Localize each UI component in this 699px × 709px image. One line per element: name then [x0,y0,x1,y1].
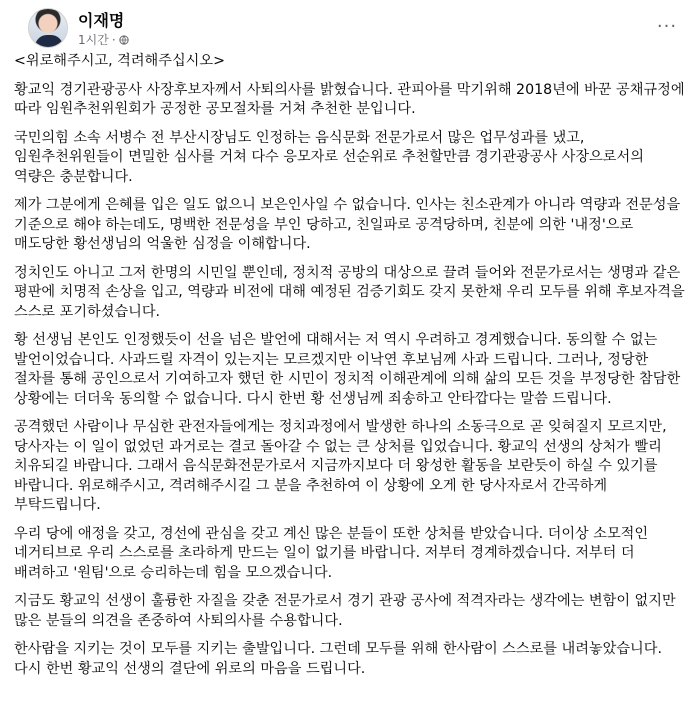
avatar[interactable] [28,8,68,48]
post-meta [78,31,129,48]
post-paragraph: <위로해주시고, 격려해주십시오> [14,53,225,69]
post-time[interactable]: 1시간 [78,33,109,47]
post-body [14,52,685,679]
meta-separator: · [111,32,116,47]
post-paragraph: 제가 그분에게 은혜를 입은 일도 없으니 보은인사일 수 없습니다. 인사는 친소관계가 아니라 역량과 전문성을 기준으로 해야 하는데도, 명백한 전문성을 부인 당하고, 친일파로 공격당하며, 친분에 의한 '내정'으로 매도당한 황선생님의 억울한 심정을 이해합니다. [14,197,681,252]
globe-icon [119,35,129,45]
post-header [14,0,685,52]
more-options-button[interactable]: ··· [656,15,678,37]
post-paragraph: 한사람을 지키는 것이 모두를 지키는 출발입니다. 그런데 모두를 위해 한사람이 스스로를 내려놓았습니다. 다시 한번 황교익 선생의 결단에 위로의 마음을 드립니다. [14,641,662,677]
post-paragraph: 황교익 경기관광공사 사장후보자께서 사퇴의사를 밝혔습니다. 관피아를 막기위해 2018년에 바꾼 공채규정에 따라 임원추천위원회가 공정한 공모절차를 거쳐 추천한 분입니다. [14,81,685,117]
post-paragraph: 우리 당에 애정을 갖고, 경선에 관심을 갖고 계신 많은 분들이 또한 상처를 받았습니다. 더이상 소모적인 네거티브로 우리 스스로를 초라하게 만드는 일이 없기를 바랍니다. 저부터 경계하겠습니다. 저부터 더 배려하고 '원팀'으로 승리하는데 힘을 모으겠습니다. [14,525,649,581]
post-paragraph: 공격했던 사람이나 무심한 관전자들에게는 정치과정에서 발생한 하나의 소동극으로 곧 잊혀질지 모르지만, 당사자는 이 일이 없었던 과거로는 결코 돌아갈 수 없는 큰 상처를 입었습니다. 황교익 선생의 상처가 빨리 치유되길 바랍니다. 그래서 음식문화전문가로서 지금까지보다 더 왕성한 활동을 보란듯이 하실 수 있기를 바랍니다. 위로해주시고, 격려해주시길 그 분을 추천하여 이 상황에 오게 한 당사자로서 간곡하게 부탁드립니다. [14,419,667,513]
post-paragraph: 황 선생님 본인도 인정했듯이 선을 넘은 발언에 대해서는 저 역시 우려하고 경계했습니다. 동의할 수 없는 발언이었습니다. 사과드릴 자격이 있는지는 모르겠지만 이낙연 후보님께 사과 드립니다. 그러나, 정당한 절차를 통해 공인으로서 기여하고자 했던 한 시민이 정치적 이해관계에 의해 삶의 모든 것을 부정당한 참담한 상황에는 더더욱 동의할 수 없습니다. 다시 한번 황 선생님께 죄송하고 안타깝다는 말씀 드립니다. [14,332,681,407]
post-paragraph: 정치인도 아니고 그저 한명의 시민일 뿐인데, 정치적 공방의 대상으로 끌려 들어와 전문가로서는 생명과 같은 평판에 치명적 손상을 입고, 역량과 비전에 대해 예정된 검증기회도 갖지 못한채 우리 모두를 위해 후보자격을 스스로 포기하셨습니다. [14,264,685,320]
post-paragraph: 국민의힘 소속 서병수 전 부산시장님도 인정하는 음식문화 전문가로서 많은 업무성과를 냈고, 임원추천위원들이 면밀한 심사를 거쳐 다수 응모자로 선순위로 추천할만큼 경기관광공사 사장으로서의 역량은 충분합니다. [14,129,644,185]
post-paragraph: 지금도 황교익 선생이 훌륭한 자질을 갖춘 전문가로서 경기 관광 공사에 적격자라는 생각에는 변함이 없지만 많은 분들의 의견을 존중하여 사퇴의사를 수용합니다. [14,593,676,629]
author-name[interactable]: 이재명 [78,11,125,30]
